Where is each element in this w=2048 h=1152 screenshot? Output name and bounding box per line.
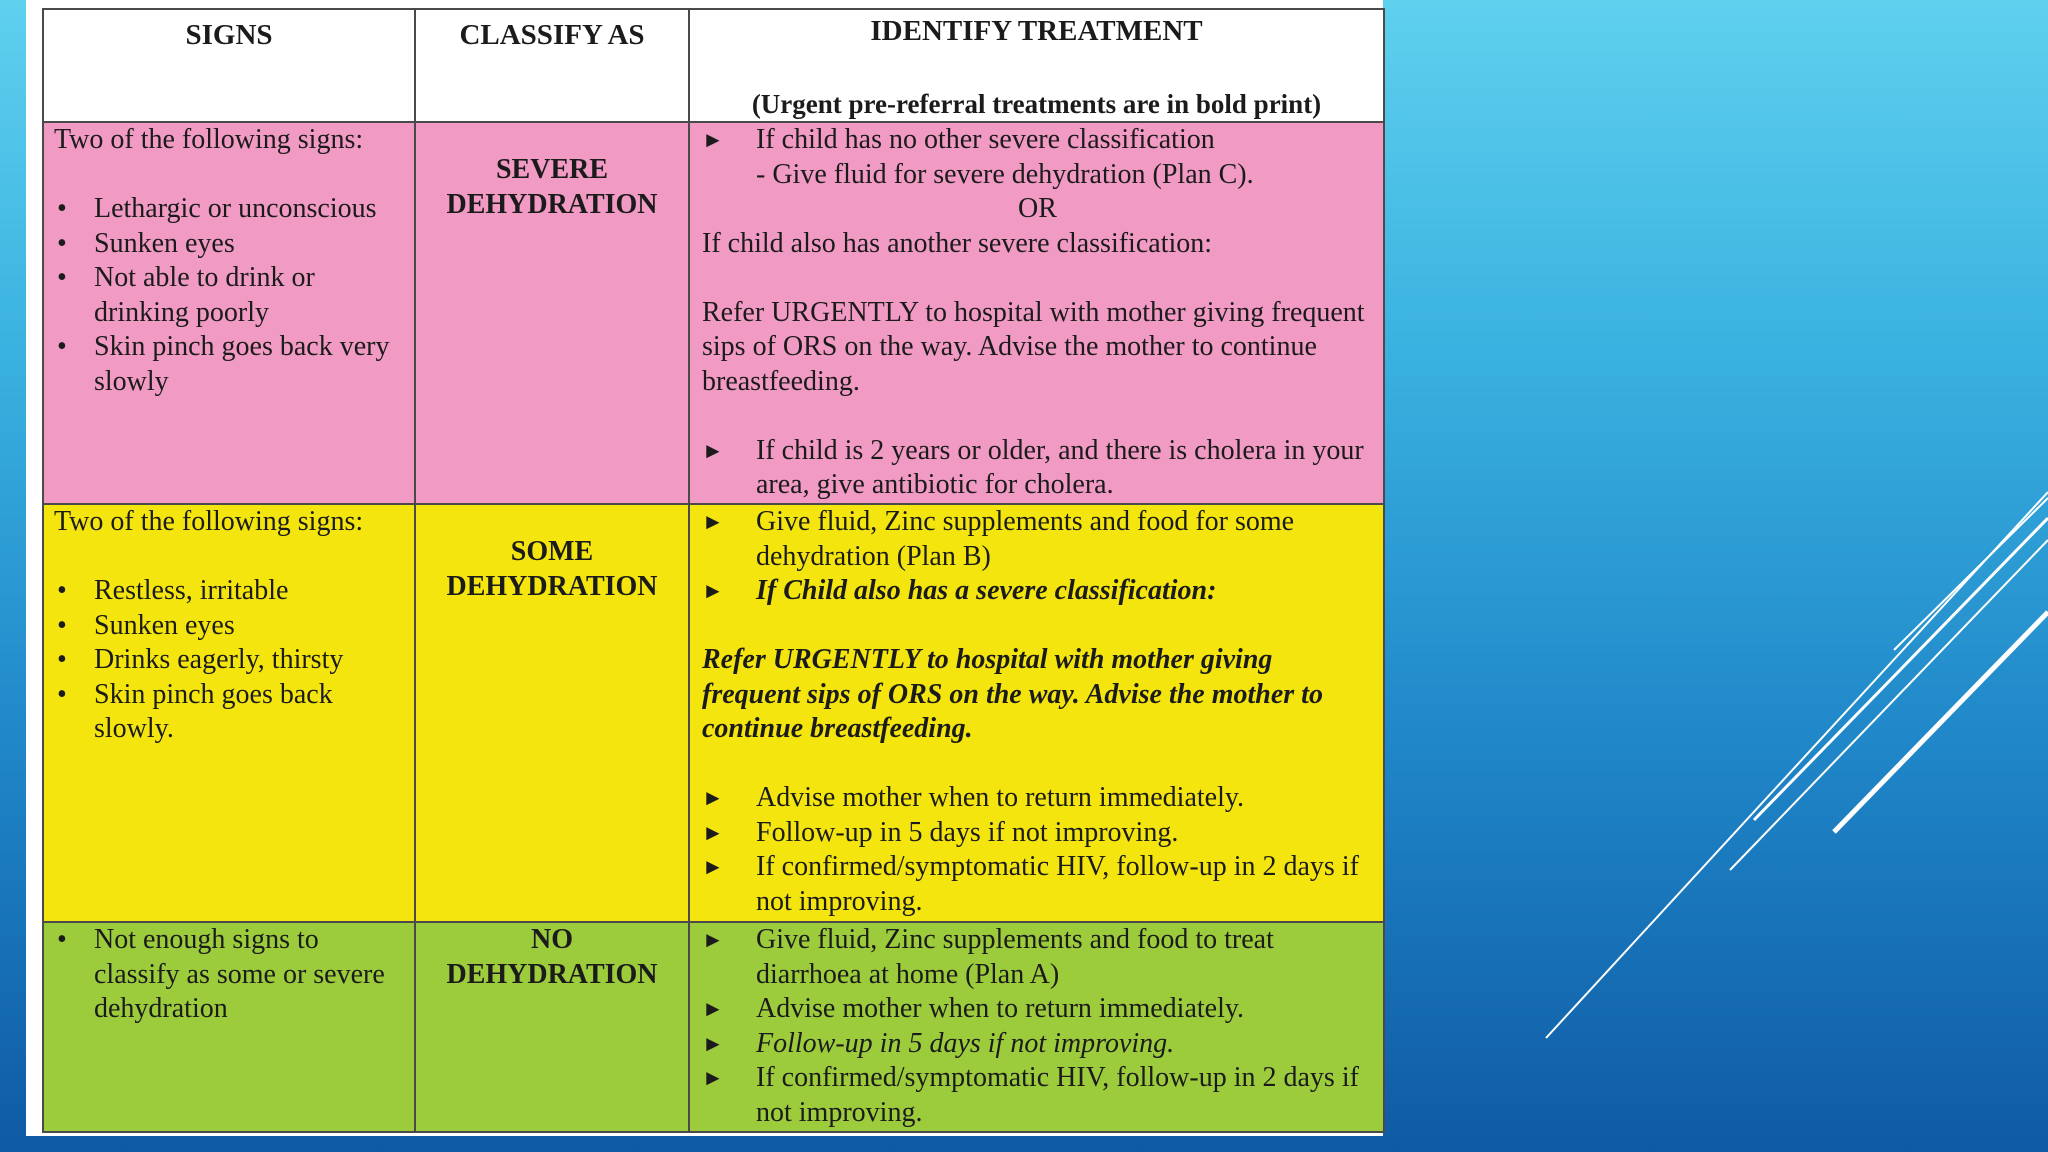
- severe-signs-intro: Two of the following signs:: [54, 124, 364, 155]
- treatment-item: ► If child has no other severe classification: [702, 123, 1373, 158]
- treatment-item: ► Follow-up in 5 days if not improving.: [702, 816, 1373, 851]
- deco-line-4: [1834, 612, 2048, 832]
- treatment-item: ► If child is 2 years or older, and there is cholera in your area, give antibiotic for cholera.: [702, 434, 1364, 500]
- none-classification-cell: [415, 922, 689, 1132]
- triangle-bullet-icon: ►: [702, 1030, 724, 1056]
- deco-line-3: [1730, 540, 2048, 870]
- deco-line-2: [1754, 518, 2048, 820]
- deco-line-1: [1546, 492, 2048, 1038]
- treatment-paragraph: Refer URGENTLY to hospital with mother giving frequent sips of ORS on the way. Advise the mother to continue breastfeeding.: [702, 644, 1323, 744]
- treatment-header: [689, 9, 1384, 122]
- treatment-item: ► Advise mother when to return immediately.: [702, 992, 1373, 1027]
- triangle-bullet-icon: ►: [702, 437, 724, 463]
- deco-line-5: [1894, 498, 2048, 650]
- treatment-item: ► Advise mother when to return immediately.: [702, 781, 1373, 816]
- severe-dehydration-row: [43, 122, 1384, 504]
- none-signs-list: [54, 923, 408, 1027]
- classify-header: CLASSIFY AS: [415, 9, 689, 122]
- none-signs-cell: [43, 922, 415, 1132]
- treatment-item: ► If confirmed/symptomatic HIV, follow-up in 2 days if not improving.: [702, 851, 1359, 917]
- list-item: • Not able to drink or drinking poorly: [57, 262, 315, 328]
- none-treatment-cell: [689, 922, 1384, 1132]
- list-item: • Not enough signs to classify as some or severe dehydration: [57, 924, 385, 1024]
- none-classify-line1: NO: [531, 924, 573, 955]
- list-item: • Drinks eagerly, thirsty: [57, 644, 344, 675]
- treatment-header-title: IDENTIFY TREATMENT: [870, 15, 1203, 47]
- treatment-subline: - Give fluid for severe dehydration (Plan C).: [756, 158, 1254, 190]
- some-signs-cell: [43, 504, 415, 922]
- triangle-bullet-icon: ►: [702, 1065, 724, 1090]
- some-signs-intro: Two of the following signs:: [54, 506, 364, 537]
- treatment-or: OR: [1018, 193, 1057, 224]
- treatment-line: If child also has another severe classification:: [702, 227, 1213, 259]
- severe-classification-cell: [415, 122, 689, 504]
- triangle-bullet-icon: ►: [702, 854, 724, 879]
- severe-classify-line2: DEHYDRATION: [446, 188, 658, 220]
- treatment-item: ► Give fluid, Zinc supplements and food for some dehydration (Plan B): [702, 506, 1295, 572]
- triangle-bullet-icon: ►: [702, 927, 724, 952]
- list-item: • Skin pinch goes back very slowly: [57, 331, 390, 397]
- severe-treatment-cell: [689, 122, 1384, 504]
- some-treatment-cell: [689, 504, 1384, 922]
- none-classify-line2: DEHYDRATION: [446, 958, 658, 990]
- severe-classify-line1: SEVERE: [495, 154, 609, 185]
- treatment-item: ► Follow-up in 5 days if not improving.: [702, 1027, 1373, 1062]
- some-classify-line2: DEHYDRATION: [446, 570, 658, 602]
- list-item: • Skin pinch goes back slowly.: [57, 678, 333, 744]
- treatment-header-note: (Urgent pre-referral treatments are in bold print): [751, 88, 1322, 119]
- dehydration-classification-table: [42, 8, 1385, 1133]
- triangle-bullet-icon: ►: [702, 785, 724, 810]
- severe-signs-cell: [43, 122, 415, 504]
- list-item: • Restless, irritable: [57, 575, 289, 606]
- list-item: • Sunken eyes: [57, 609, 235, 641]
- treatment-item: ► If Child also has a severe classification:: [702, 574, 1373, 609]
- some-dehydration-row: [43, 504, 1384, 922]
- some-classification-cell: [415, 504, 689, 922]
- no-dehydration-row: [43, 922, 1384, 1132]
- triangle-bullet-icon: ►: [702, 509, 724, 534]
- triangle-bullet-icon: ►: [702, 819, 724, 845]
- signs-header: SIGNS: [43, 9, 415, 122]
- treatment-paragraph: Refer URGENTLY to hospital with mother giving frequent sips of ORS on the way. Advise the mother to continue breastfeeding.: [702, 296, 1365, 397]
- header-row: [43, 9, 1384, 122]
- dehydration-table-panel: [26, 0, 1383, 1136]
- list-item: • Sunken eyes: [57, 227, 235, 259]
- list-item: • Lethargic or unconscious: [57, 193, 377, 224]
- some-signs-list: [54, 574, 408, 747]
- treatment-item: ► If confirmed/symptomatic HIV, follow-up in 2 days if not improving.: [702, 1062, 1359, 1128]
- severe-signs-list: [54, 192, 408, 399]
- treatment-item: ► Give fluid, Zinc supplements and food to treat diarrhoea at home (Plan A): [702, 924, 1274, 990]
- triangle-bullet-icon: ►: [702, 127, 724, 152]
- triangle-bullet-icon: ►: [702, 996, 724, 1021]
- some-classify-line1: SOME: [510, 536, 594, 567]
- triangle-bullet-icon: ►: [702, 578, 724, 603]
